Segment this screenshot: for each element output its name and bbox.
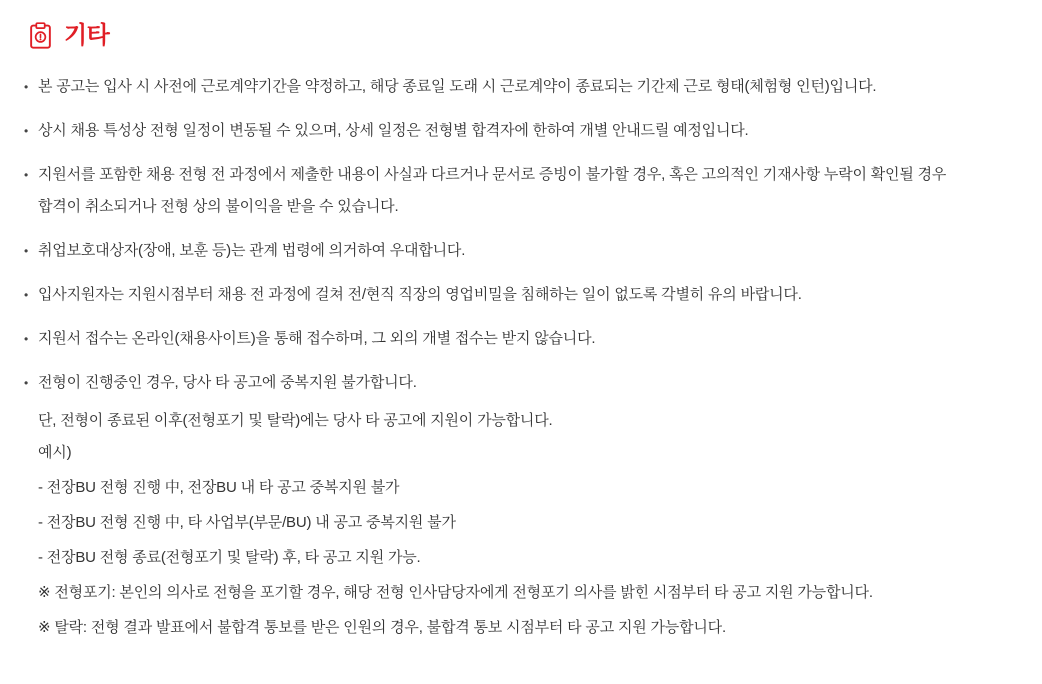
note-line-continuation xyxy=(24,443,1024,463)
note-line xyxy=(24,165,1024,185)
note-text: ※ 탈락: 전형 결과 발표에서 불합격 통보를 받은 인원의 경우, 불합격 통보 시점부터 타 공고 지원 가능합니다. xyxy=(38,619,726,636)
clipboard-alert-icon xyxy=(30,22,51,49)
note-text: 본 공고는 입사 시 사전에 근로계약기간을 약정하고, 해당 종료일 도래 시 근로계약이 종료되는 기간제 근로 형태(체험형 인턴)입니다. xyxy=(38,78,877,95)
bullet-marker: • xyxy=(24,168,29,182)
note-text: 상시 채용 특성상 전형 일정이 변동될 수 있으며, 상세 일정은 전형별 합격자에 한하여 개별 안내드릴 예정입니다. xyxy=(38,122,749,139)
note-line xyxy=(24,329,1024,349)
note-line xyxy=(24,121,1024,141)
note-text: ※ 전형포기: 본인의 의사로 전형을 포기할 경우, 해당 전형 인사담당자에게 전형포기 의사를 밝힌 시점부터 타 공고 지원 가능합니다. xyxy=(38,584,873,601)
bullet-marker: • xyxy=(24,124,29,138)
note-text: - 전장BU 전형 종료(전형포기 및 탈락) 후, 타 공고 지원 가능. xyxy=(38,549,421,566)
note-line-example xyxy=(24,513,1024,533)
note-line xyxy=(24,241,1024,261)
bullet-marker: • xyxy=(24,80,29,94)
note-text: 지원서를 포함한 채용 전형 전 과정에서 제출한 내용이 사실과 다르거나 문서로 증빙이 불가할 경우, 혹은 고의적인 기재사항 누락이 확인될 경우 xyxy=(38,166,947,183)
bullet-marker: • xyxy=(24,376,29,390)
note-line-example xyxy=(24,548,1024,568)
section-title: 기타 xyxy=(64,22,110,49)
note-line xyxy=(24,373,1024,393)
note-text: 예시) xyxy=(38,444,72,461)
note-text: 단, 전형이 종료된 이후(전형포기 및 탈락)에는 당사 타 공고에 지원이 가능합니다. xyxy=(38,412,553,429)
note-line-footnote xyxy=(24,618,1024,638)
note-text: 취업보호대상자(장애, 보훈 등)는 관계 법령에 의거하여 우대합니다. xyxy=(38,242,466,259)
note-line xyxy=(24,285,1024,305)
note-line-continuation xyxy=(24,197,1024,217)
note-text: 입사지원자는 지원시점부터 채용 전 과정에 걸쳐 전/현직 직장의 영업비밀을 침해하는 일이 없도록 각별히 유의 바랍니다. xyxy=(38,286,802,303)
note-line-example xyxy=(24,478,1024,498)
bullet-marker: • xyxy=(24,244,29,258)
bullet-marker: • xyxy=(24,288,29,302)
note-text: 지원서 접수는 온라인(채용사이트)을 통해 접수하며, 그 외의 개별 접수는 받지 않습니다. xyxy=(38,330,596,347)
section-header xyxy=(30,0,1024,49)
note-line-continuation xyxy=(24,411,1024,431)
note-line-footnote xyxy=(24,583,1024,603)
note-text: - 전장BU 전형 진행 中, 전장BU 내 타 공고 중복지원 불가 xyxy=(38,479,400,496)
note-text: - 전장BU 전형 진행 中, 타 사업부(부문/BU) 내 공고 중복지원 불가 xyxy=(38,514,456,531)
note-line xyxy=(24,77,1024,97)
bullet-marker: • xyxy=(24,332,29,346)
note-text: 전형이 진행중인 경우, 당사 타 공고에 중복지원 불가합니다. xyxy=(38,374,417,391)
note-text: 합격이 취소되거나 전형 상의 불이익을 받을 수 있습니다. xyxy=(38,198,399,215)
